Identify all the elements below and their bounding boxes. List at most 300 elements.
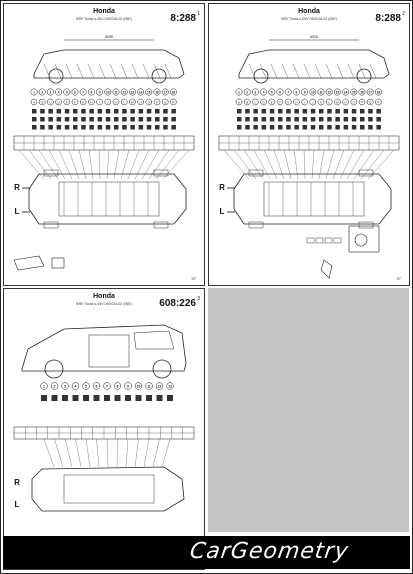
fastener-icon <box>40 109 45 114</box>
point-letter: L <box>328 100 331 105</box>
point-letter: J <box>312 100 314 105</box>
fastener-icon <box>73 395 79 401</box>
point-letter: A <box>237 100 241 105</box>
wheel-plan <box>44 170 58 176</box>
fastener-icon <box>147 117 152 122</box>
leader-line <box>234 150 256 179</box>
fastener-icon <box>253 117 258 122</box>
chassis-frame <box>264 182 364 216</box>
wheel-plan <box>154 170 168 176</box>
fastener-icon <box>81 125 86 130</box>
right-side-label: R <box>14 478 20 487</box>
fastener-icon <box>335 109 340 114</box>
leader-line <box>224 150 249 179</box>
point-number: 2 <box>246 90 249 95</box>
point-letter: K <box>114 100 118 105</box>
roof-outline <box>64 475 154 503</box>
fastener-icon <box>303 117 308 122</box>
fastener-icon <box>106 109 111 114</box>
sliding-door <box>89 335 129 367</box>
fastener-icon <box>73 109 78 114</box>
wheel-plan <box>359 170 373 176</box>
point-number: 9 <box>127 384 129 389</box>
frame-member <box>55 64 61 78</box>
fastener-icon <box>270 117 275 122</box>
fastener-icon <box>335 117 340 122</box>
fastener-icon <box>155 125 160 130</box>
frame-member <box>88 64 94 78</box>
frame-member <box>44 64 50 78</box>
fastener-icon <box>98 117 103 122</box>
leader-line <box>99 150 100 179</box>
point-number: 2 <box>41 90 44 95</box>
fastener-icon <box>65 117 70 122</box>
leader-line <box>65 439 72 467</box>
point-letter: L <box>123 100 126 105</box>
fastener-icon <box>89 109 94 114</box>
sheet-code: 8:288 <box>170 13 196 24</box>
point-number: 9 <box>303 90 306 95</box>
point-number: 14 <box>343 90 348 95</box>
point-number: 18 <box>376 90 381 95</box>
fastener-icon <box>106 125 111 130</box>
fastener-icon <box>125 395 131 401</box>
point-letter: C <box>254 100 257 105</box>
label-box <box>325 238 332 243</box>
leader-line <box>107 150 109 179</box>
fastener-icon <box>155 109 160 114</box>
leader-line <box>368 150 394 179</box>
fastener-icon <box>130 125 135 130</box>
fastener-icon <box>32 125 37 130</box>
point-number: 10 <box>136 384 141 389</box>
fastener-icon <box>163 117 168 122</box>
frame-member <box>315 64 321 78</box>
leader-line <box>144 439 149 467</box>
point-number: 16 <box>155 90 159 95</box>
fastener-icon <box>89 117 94 122</box>
frame-member <box>337 64 343 78</box>
frame-member <box>326 64 332 78</box>
fastener-icon <box>344 109 349 114</box>
detail-part <box>321 260 332 278</box>
point-letter: O <box>147 100 150 105</box>
frame-member <box>66 64 72 78</box>
fastener-icon <box>319 125 324 130</box>
fastener-icon <box>344 117 349 122</box>
frame-member <box>293 64 299 78</box>
fastener-icon <box>376 117 381 122</box>
leader-line <box>79 150 86 179</box>
point-letter: C <box>49 100 52 105</box>
sheet-brand: Honda <box>298 8 320 15</box>
point-number: 17 <box>368 90 372 95</box>
leader-line <box>340 150 354 179</box>
fastener-icon <box>360 125 365 130</box>
sheet-subtitle: BRV Touss s-05V 09/2016-02 (05E) <box>76 17 132 21</box>
fastener-icon <box>360 117 365 122</box>
frame-member <box>143 64 149 78</box>
chassis-frame <box>59 182 159 216</box>
fastener-icon <box>98 125 103 130</box>
frame-member <box>121 64 127 78</box>
leader-line <box>126 439 128 467</box>
fastener-icon <box>155 117 160 122</box>
right-side-label: R <box>14 183 20 192</box>
detail-inset <box>349 226 379 252</box>
fastener-icon <box>335 125 340 130</box>
fastener-icon <box>294 109 299 114</box>
fastener-icon <box>319 117 324 122</box>
detail-inset <box>52 258 64 268</box>
wheel-plan <box>44 222 58 228</box>
point-number: 17 <box>163 90 167 95</box>
point-number: 18 <box>171 90 176 95</box>
page-number: 97 <box>191 276 196 281</box>
sheet-index: 2 <box>402 11 405 17</box>
fastener-icon <box>303 125 308 130</box>
diagram-sheet-2 <box>208 3 410 286</box>
leader-line <box>153 439 160 467</box>
leader-line <box>163 150 189 179</box>
sheet-index: 3 <box>197 296 200 302</box>
point-number: 3 <box>49 90 52 95</box>
right-side-label: R <box>219 183 225 192</box>
leader-line <box>86 439 90 467</box>
sheet-subtitle: BRV Touss s-05V 09/2016-02 (05E) <box>76 302 132 306</box>
dimension-label: 6005 <box>310 35 318 39</box>
wheel-plan <box>249 222 263 228</box>
leader-line <box>117 439 118 467</box>
fastener-icon <box>253 125 258 130</box>
fastener-icon <box>57 109 62 114</box>
fastener-icon <box>163 109 168 114</box>
point-number: 8 <box>116 384 119 389</box>
point-letter: H <box>90 100 93 105</box>
fastener-icon <box>171 125 176 130</box>
detail-inset <box>14 256 44 270</box>
fastener-icon <box>294 125 299 130</box>
point-number: 12 <box>327 90 331 95</box>
point-number: 4 <box>57 90 60 95</box>
fastener-icon <box>115 395 121 401</box>
point-letter: I <box>304 100 306 105</box>
leader-line <box>89 150 93 179</box>
fastener-icon <box>368 109 373 114</box>
fastener-icon <box>368 117 373 122</box>
point-letter: D <box>262 100 265 105</box>
point-letter: P <box>155 100 159 105</box>
leader-line <box>254 150 270 179</box>
frame-member <box>304 64 310 78</box>
leader-line <box>312 150 314 179</box>
point-letter: P <box>360 100 364 105</box>
fastener-icon <box>286 117 291 122</box>
point-number: 8 <box>295 90 298 95</box>
fastener-icon <box>83 395 89 401</box>
leader-line <box>55 439 64 467</box>
fastener-icon <box>139 109 144 114</box>
left-side-label: L <box>14 500 20 509</box>
front-wheel <box>45 360 63 378</box>
point-letter: K <box>319 100 323 105</box>
fastener-icon <box>262 117 267 122</box>
front-wheel <box>49 69 63 83</box>
point-number: 11 <box>147 384 151 389</box>
fastener-icon <box>136 395 142 401</box>
fastener-icon <box>40 125 45 130</box>
leader-line <box>135 150 149 179</box>
leader-line <box>107 439 108 467</box>
fastener-icon <box>171 117 176 122</box>
point-letter: B <box>41 100 44 105</box>
label-box <box>316 238 323 243</box>
point-letter: J <box>107 100 109 105</box>
point-number: 6 <box>74 90 76 95</box>
point-number: 3 <box>64 384 66 389</box>
fastener-icon <box>311 109 316 114</box>
fastener-icon <box>65 109 70 114</box>
fastener-icon <box>237 109 242 114</box>
leader-line <box>76 439 82 467</box>
fastener-icon <box>237 117 242 122</box>
frame-member <box>132 64 138 78</box>
point-letter: A <box>32 100 36 105</box>
fastener-icon <box>311 125 316 130</box>
fastener-icon <box>327 125 332 130</box>
point-number: 15 <box>352 90 356 95</box>
leader-line <box>69 150 79 179</box>
wheel-plan <box>154 222 168 228</box>
frame-member <box>348 64 354 78</box>
point-number: 5 <box>85 384 87 389</box>
page-number: 97 <box>396 276 401 281</box>
point-number: 13 <box>130 90 135 95</box>
chassis-plan-outline <box>234 174 391 224</box>
leader-line <box>333 150 344 179</box>
fastener-icon <box>147 125 152 130</box>
leader-line <box>97 439 100 467</box>
fastener-icon <box>245 125 250 130</box>
fastener-icon <box>57 125 62 130</box>
leader-line <box>142 150 159 179</box>
point-letter: D <box>57 100 60 105</box>
leader-line <box>149 150 169 179</box>
leader-line <box>264 150 277 179</box>
fastener-icon <box>237 125 242 130</box>
fastener-icon <box>270 109 275 114</box>
fastener-icon <box>278 125 283 130</box>
frame-member <box>271 64 277 78</box>
point-number: 4 <box>74 384 77 389</box>
front-wheel <box>254 69 268 83</box>
fastener-icon <box>327 109 332 114</box>
point-number: 7 <box>106 384 108 389</box>
leader-line <box>274 150 284 179</box>
fastener-icon <box>376 125 381 130</box>
point-number: 14 <box>138 90 143 95</box>
point-number: 1 <box>238 90 240 95</box>
leader-line <box>59 150 72 179</box>
fastener-icon <box>352 125 357 130</box>
chassis-plan-outline <box>29 174 186 224</box>
point-letter: R <box>377 100 380 105</box>
leader-line <box>326 150 334 179</box>
point-letter: M <box>131 100 134 105</box>
leader-line <box>294 150 298 179</box>
fastener-icon <box>171 109 176 114</box>
fastener-icon <box>57 117 62 122</box>
point-number: 16 <box>360 90 364 95</box>
diagram-sheet-3 <box>3 288 205 570</box>
fastener-icon <box>163 125 168 130</box>
sheet-code: 608:226 <box>159 298 196 309</box>
point-number: 6 <box>95 384 98 389</box>
point-number: 7 <box>287 90 290 95</box>
fastener-icon <box>32 109 37 114</box>
point-letter: G <box>287 100 290 105</box>
fastener-icon <box>130 109 135 114</box>
point-number: 8 <box>90 90 93 95</box>
frame-member <box>282 64 288 78</box>
fastener-icon <box>167 395 173 401</box>
sheet-code: 8:288 <box>375 13 401 24</box>
fastener-icon <box>303 109 308 114</box>
point-letter: Q <box>369 100 372 105</box>
leader-line <box>319 150 324 179</box>
leader-line <box>347 150 364 179</box>
label-box <box>307 238 314 243</box>
wheel-plan <box>359 222 373 228</box>
leader-line <box>244 150 263 179</box>
fastener-icon <box>294 117 299 122</box>
fastener-icon <box>139 117 144 122</box>
fastener-icon <box>122 109 127 114</box>
fastener-icon <box>81 109 86 114</box>
fastener-icon <box>286 125 291 130</box>
leader-line <box>49 150 65 179</box>
fastener-icon <box>286 109 291 114</box>
fastener-icon <box>114 125 119 130</box>
leader-line <box>361 150 384 179</box>
point-letter: B <box>246 100 249 105</box>
point-letter: Q <box>164 100 167 105</box>
diagram-sheet-1 <box>3 3 205 286</box>
frame-member <box>260 64 266 78</box>
point-number: 1 <box>43 384 45 389</box>
point-number: 11 <box>114 90 118 95</box>
leader-line <box>304 150 305 179</box>
empty-grey-panel <box>208 288 409 532</box>
frame-member <box>99 64 105 78</box>
point-number: 7 <box>82 90 85 95</box>
point-number: 13 <box>335 90 340 95</box>
fastener-icon <box>319 109 324 114</box>
sheet-brand: Honda <box>93 293 115 300</box>
leader-line <box>39 150 58 179</box>
detail-part <box>355 234 367 246</box>
leader-line <box>156 150 179 179</box>
leader-line <box>284 150 291 179</box>
vehicle-side-outline <box>34 50 184 78</box>
fastener-icon <box>52 395 58 401</box>
fastener-icon <box>48 125 53 130</box>
point-number: 15 <box>147 90 151 95</box>
fastener-icon <box>262 109 267 114</box>
fastener-icon <box>73 117 78 122</box>
rear-window <box>134 331 174 349</box>
fastener-icon <box>48 109 53 114</box>
point-letter: G <box>82 100 85 105</box>
fastener-icon <box>104 395 110 401</box>
point-number: 5 <box>270 90 273 95</box>
fastener-icon <box>139 125 144 130</box>
fastener-icon <box>327 117 332 122</box>
fastener-icon <box>352 117 357 122</box>
fastener-icon <box>48 117 53 122</box>
fastener-icon <box>270 125 275 130</box>
fastener-icon <box>253 109 258 114</box>
fastener-icon <box>376 109 381 114</box>
point-number: 10 <box>106 90 110 95</box>
frame-member <box>249 64 255 78</box>
fastener-icon <box>278 117 283 122</box>
body-plan-outline <box>32 467 184 511</box>
fastener-icon <box>122 117 127 122</box>
frame-member <box>154 64 160 78</box>
fastener-icon <box>262 125 267 130</box>
fastener-icon <box>65 125 70 130</box>
left-side-label: L <box>14 207 20 216</box>
point-number: 5 <box>65 90 68 95</box>
fastener-icon <box>94 395 100 401</box>
leader-line <box>19 150 44 179</box>
cargeometry-logo: CarGeometry <box>188 539 351 564</box>
point-letter: F <box>279 100 281 105</box>
fastener-icon <box>41 395 47 401</box>
rear-wheel <box>153 360 171 378</box>
fastener-icon <box>89 125 94 130</box>
left-side-label: L <box>219 207 225 216</box>
body-diagram-3 <box>4 289 204 569</box>
fastener-icon <box>147 109 152 114</box>
point-number: 13 <box>168 384 172 389</box>
chassis-diagram-2 <box>209 4 409 285</box>
point-letter: R <box>172 100 175 105</box>
leader-line <box>29 150 51 179</box>
sheet-brand: Honda <box>93 8 115 15</box>
leader-line <box>135 439 139 467</box>
point-number: 3 <box>254 90 257 95</box>
leader-line <box>114 150 119 179</box>
leader-line <box>44 439 54 467</box>
point-number: 11 <box>319 90 323 95</box>
dimension-label: 6005 <box>105 35 113 39</box>
sheet-subtitle: BRV Touss s-05V 09/2016-02 (05E) <box>281 17 337 21</box>
point-letter: M <box>336 100 339 105</box>
fastener-icon <box>245 117 250 122</box>
point-letter: H <box>295 100 298 105</box>
frame-member <box>110 64 116 78</box>
point-number: 12 <box>157 384 162 389</box>
sheet-index: 1 <box>197 11 200 17</box>
point-number: 2 <box>53 384 56 389</box>
leader-line <box>162 439 170 467</box>
fastener-icon <box>344 125 349 130</box>
fastener-icon <box>122 125 127 130</box>
fastener-icon <box>360 109 365 114</box>
fastener-icon <box>106 117 111 122</box>
